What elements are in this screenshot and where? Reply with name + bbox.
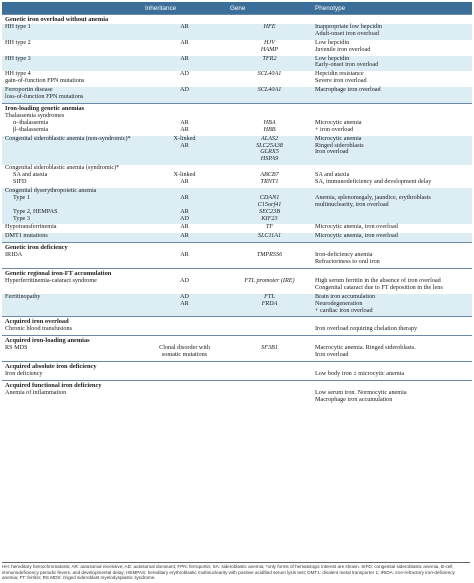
phenotype-cell-line: Ringed sideroblasts xyxy=(315,141,364,149)
table-footnote: HH: hereditary hemochromatosis; AR: autosomal recessive; AD: autosomal dominant; FPN: ferroportin; SA: sideroblastic anemia; *only forms of hematologic interest are shown. SIFD: congenital sideroblastic anemia, B-cell immunodeficiency periodic fevers, and developmental delay; HEMPAS: hereditary erythroblastic multinuclearity with positive acidified serum lysis test; DMT1: divalent metal transporter 1; IRIDA: iron-refractory iron-deficiency anemia; FT: ferritin; RS MDS: ringed sideroblast myelodysplastic syndrome. xyxy=(2,562,470,581)
phenotype-cell-line: Iron overload requiring chelation therapy xyxy=(315,325,418,333)
condition-cell-line: SIFD xyxy=(13,178,27,186)
section-header-row xyxy=(2,15,472,24)
phenotype-cell-line: Low hepcidin xyxy=(315,38,350,46)
phenotype-cell-line: Iron overload xyxy=(315,148,349,156)
phenotype-cell xyxy=(312,390,472,406)
gene-cell-line: C15orf41 xyxy=(257,200,282,208)
inheritance-cell-line: AR xyxy=(180,141,189,149)
table-body xyxy=(2,15,472,406)
gene-cell-line: ALAS2 xyxy=(260,134,279,142)
section-title: Acquired iron overload xyxy=(2,317,472,326)
gene-cell xyxy=(227,371,312,380)
gene-cell-line: TMPRSS6 xyxy=(256,251,283,259)
inheritance-cell-line: X-linked xyxy=(173,171,196,179)
inheritance-cell xyxy=(142,188,227,225)
phenotype-cell xyxy=(312,113,472,136)
phenotype-cell xyxy=(312,278,472,294)
iron-disorders-table xyxy=(2,2,472,406)
inheritance-cell xyxy=(142,278,227,294)
condition-cell-line: Congenital sideroblastic anemia (syndromic)* xyxy=(5,164,120,172)
condition-cell-line: Ferroportin disease xyxy=(5,86,53,94)
gene-cell xyxy=(227,56,312,72)
inheritance-cell-line: AD xyxy=(180,292,189,300)
phenotype-cell-line: Iron-deficiency anemia xyxy=(315,251,373,259)
phenotype-cell-line: Refractoriness to oral iron xyxy=(315,258,380,266)
gene-cell-line: TF xyxy=(265,223,274,231)
condition-cell-line: β–thalassemia xyxy=(13,125,49,133)
section-header-row xyxy=(2,243,472,252)
phenotype-cell-line: Hepcidin resistance xyxy=(315,70,364,78)
header-inheritance: Inheritance xyxy=(142,2,227,15)
phenotype-cell-line: Microcytic anemia xyxy=(315,134,362,142)
phenotype-cell-line: High serum ferritin in the absence of iron overload xyxy=(315,276,441,284)
inheritance-cell-line xyxy=(145,326,224,333)
phenotype-cell xyxy=(312,24,472,40)
phenotype-cell-line: Microcytic anemia, iron overload xyxy=(315,223,398,231)
table-row xyxy=(2,233,472,242)
gene-cell xyxy=(227,165,312,188)
gene-cell-line: HBB xyxy=(263,125,276,133)
inheritance-cell-line: AD xyxy=(180,276,189,284)
condition-cell-line: Type 2, HEMPAS xyxy=(13,207,58,215)
inheritance-cell xyxy=(142,252,227,268)
condition-cell-line: Type 3 xyxy=(13,214,30,222)
gene-cell-line: HFE xyxy=(263,22,276,30)
inheritance-cell-line: Clonal disorder with xyxy=(159,344,210,352)
condition-cell-line: Anemia of inflammation xyxy=(5,388,67,396)
gene-cell-line: KIF23 xyxy=(261,214,278,222)
section-title: Acquired iron-loading anemias xyxy=(2,336,472,345)
section-header-row xyxy=(2,103,472,112)
condition-cell xyxy=(2,233,142,242)
condition-cell-line: HH type 1 xyxy=(5,22,31,30)
gene-cell-line: SCL40A1 xyxy=(257,86,282,94)
gene-cell-line: SLC11A1 xyxy=(257,232,282,240)
condition-cell xyxy=(2,56,142,72)
phenotype-cell xyxy=(312,136,472,166)
phenotype-cell xyxy=(312,345,472,361)
phenotype-cell-line: Brain iron accumulation xyxy=(315,292,376,300)
gene-cell-line: HSPA9 xyxy=(260,155,279,163)
condition-cell-line: RS MDS xyxy=(5,344,28,352)
table-row xyxy=(2,294,472,317)
inheritance-cell xyxy=(142,326,227,335)
gene-cell xyxy=(227,113,312,136)
inheritance-cell-line: AR xyxy=(180,299,189,307)
gene-cell-line xyxy=(230,390,309,397)
gene-cell-line: ABCB7 xyxy=(260,171,279,179)
phenotype-cell-line: Macrophage iron accumulation xyxy=(315,395,393,403)
gene-cell xyxy=(227,390,312,406)
gene-cell-line: CDAN1 xyxy=(259,193,280,201)
gene-cell-line: FRDA xyxy=(261,299,278,307)
section-title: Genetic iron deficiency xyxy=(2,243,472,252)
phenotype-cell-line: Low body iron ± microcytic anemia xyxy=(315,369,405,377)
inheritance-cell xyxy=(142,40,227,56)
condition-cell xyxy=(2,113,142,136)
phenotype-cell-line: + iron overload xyxy=(315,125,354,133)
inheritance-cell xyxy=(142,165,227,188)
inheritance-cell xyxy=(142,56,227,72)
inheritance-cell-line: AR xyxy=(180,223,189,231)
phenotype-cell-line: + cardiac iron overload xyxy=(315,306,373,314)
table-row xyxy=(2,278,472,294)
condition-cell-line: HH type 2 xyxy=(5,38,31,46)
inheritance-cell xyxy=(142,71,227,87)
gene-cell-line: SF3B1 xyxy=(261,344,278,352)
table-row xyxy=(2,390,472,406)
table-row xyxy=(2,252,472,268)
table-row xyxy=(2,87,472,103)
phenotype-cell xyxy=(312,56,472,72)
phenotype-cell-line: Severe iron overload xyxy=(315,77,367,85)
condition-cell xyxy=(2,294,142,317)
condition-cell xyxy=(2,390,142,406)
condition-cell-line: gain-of-function FPN mutations xyxy=(5,77,85,85)
inheritance-cell-line: AD xyxy=(180,86,189,94)
table-row xyxy=(2,71,472,87)
condition-cell-line: Hyperferritinemia-cataract syndrome xyxy=(5,276,97,284)
inheritance-cell-line: X-linked xyxy=(173,134,196,142)
condition-cell-line: DMT1 mutations xyxy=(5,232,48,240)
table-row xyxy=(2,188,472,225)
phenotype-cell-line: multinuclearity, iron overload xyxy=(315,200,389,208)
inheritance-cell xyxy=(142,233,227,242)
gene-cell-line: SCL40A1 xyxy=(257,70,282,78)
condition-cell-line: Chronic blood transfusions xyxy=(5,325,73,333)
section-title: Genetic iron overload without anemia xyxy=(2,15,472,24)
header-phenotype: Phenotype xyxy=(312,2,472,15)
inheritance-cell-line: AR xyxy=(180,22,189,30)
condition-cell-line: loss-of-function FPN mutations xyxy=(5,93,84,101)
phenotype-cell xyxy=(312,71,472,87)
inheritance-cell-line: somatic mutations xyxy=(161,351,208,359)
phenotype-cell xyxy=(312,87,472,103)
gene-cell-line: FTL promoter (IRE) xyxy=(244,276,295,284)
inheritance-cell-line: AR xyxy=(180,125,189,133)
condition-cell xyxy=(2,278,142,294)
phenotype-cell-line: Juvenile iron overload xyxy=(315,45,371,53)
condition-cell-line: Congenital dyserythropoietic anemia xyxy=(5,186,97,194)
section-title: Genetic regional iron-FT accumulation xyxy=(2,269,472,278)
condition-cell xyxy=(2,71,142,87)
gene-cell xyxy=(227,233,312,242)
inheritance-cell-line: AD xyxy=(180,214,189,222)
table-row xyxy=(2,371,472,380)
condition-cell xyxy=(2,252,142,268)
gene-cell-line: SEC23B xyxy=(259,207,280,215)
condition-cell-line: Type 1 xyxy=(13,193,30,201)
phenotype-cell-line: SA, immunodeficiency and development delay xyxy=(315,178,432,186)
phenotype-cell-line: Low hepcidin xyxy=(315,54,350,62)
condition-cell-line: Thalassemia syndromes xyxy=(5,111,65,119)
condition-cell-line: Ferritinopathy xyxy=(5,292,41,300)
inheritance-cell xyxy=(142,371,227,380)
phenotype-cell-line: Anemia, splenomegaly, jaundice, erythroblasts xyxy=(315,193,431,201)
gene-cell-line: GLRX5 xyxy=(260,148,279,156)
phenotype-cell-line: Inappropriate low hepcidin xyxy=(315,22,383,30)
phenotype-cell xyxy=(312,40,472,56)
table-row xyxy=(2,326,472,335)
inheritance-cell-line: AD xyxy=(180,70,189,78)
condition-cell xyxy=(2,24,142,40)
inheritance-cell-line: AR xyxy=(180,118,189,126)
inheritance-cell xyxy=(142,294,227,317)
inheritance-cell-line: AR xyxy=(180,251,189,259)
condition-cell xyxy=(2,326,142,335)
condition-cell xyxy=(2,87,142,103)
section-title: Acquired functional iron deficiency xyxy=(2,380,472,389)
inheritance-cell-line xyxy=(145,390,224,397)
condition-cell xyxy=(2,40,142,56)
gene-cell xyxy=(227,326,312,335)
inheritance-cell xyxy=(142,345,227,361)
phenotype-cell xyxy=(312,233,472,242)
inheritance-cell xyxy=(142,390,227,406)
phenotype-cell xyxy=(312,371,472,380)
inheritance-cell-line: AR xyxy=(180,193,189,201)
header-gene: Gene xyxy=(227,2,312,15)
inheritance-cell xyxy=(142,24,227,40)
condition-cell xyxy=(2,165,142,188)
section-title: Acquired absolute iron deficiency xyxy=(2,361,472,370)
inheritance-cell-line: AR xyxy=(180,207,189,215)
section-title: Iron-loading genetic anemias xyxy=(2,103,472,112)
phenotype-cell xyxy=(312,188,472,225)
table-row xyxy=(2,56,472,72)
inheritance-cell xyxy=(142,87,227,103)
phenotype-cell-line: Microcytic anemia xyxy=(315,118,362,126)
inheritance-cell xyxy=(142,136,227,166)
condition-cell-line: HH type 3 xyxy=(5,54,31,62)
phenotype-cell-line: Early-onset iron overload xyxy=(315,61,379,69)
condition-cell xyxy=(2,136,142,166)
gene-cell-line: SLC25A38 xyxy=(256,141,283,149)
table-row xyxy=(2,136,472,166)
condition-cell-line: α–thalassemia xyxy=(13,118,49,126)
table-header-row xyxy=(2,2,472,15)
gene-cell xyxy=(227,278,312,294)
gene-cell xyxy=(227,24,312,40)
phenotype-cell-line: Macrocytic anemia. Ringed sideroblasts. xyxy=(315,344,416,352)
table-row xyxy=(2,40,472,56)
gene-cell-line: FTL xyxy=(264,292,275,300)
gene-cell xyxy=(227,71,312,87)
phenotype-cell xyxy=(312,165,472,188)
gene-cell-line: HAMP xyxy=(260,45,279,53)
condition-cell-line: HH type 4 xyxy=(5,70,31,78)
inheritance-cell-line xyxy=(145,371,224,378)
table-row xyxy=(2,113,472,136)
header-condition xyxy=(2,2,142,15)
condition-cell xyxy=(2,188,142,225)
condition-cell-line: SA and ataxia xyxy=(13,171,48,179)
condition-cell xyxy=(2,345,142,361)
gene-cell xyxy=(227,345,312,361)
inheritance-cell-line: AR xyxy=(180,232,189,240)
inheritance-cell-line: AR xyxy=(180,38,189,46)
phenotype-cell xyxy=(312,294,472,317)
phenotype-cell-line: Macrophage iron overload xyxy=(315,86,381,94)
phenotype-cell-line: SA and ataxia xyxy=(315,171,350,179)
gene-cell xyxy=(227,87,312,103)
table-row xyxy=(2,165,472,188)
table-row xyxy=(2,24,472,40)
condition-cell-line: IRIDA xyxy=(5,251,23,259)
condition-cell-line: Congenital sideroblastic anemia (non-syndromic)* xyxy=(5,134,131,142)
table-row xyxy=(2,224,472,233)
gene-cell xyxy=(227,40,312,56)
classification-table xyxy=(2,2,472,406)
gene-cell xyxy=(227,136,312,166)
gene-cell xyxy=(227,188,312,225)
gene-cell xyxy=(227,252,312,268)
gene-cell-line: TFR2 xyxy=(262,54,277,62)
table-row xyxy=(2,345,472,361)
condition-cell xyxy=(2,371,142,380)
gene-cell-line: HBA xyxy=(263,118,276,126)
phenotype-cell-line: Congenital cataract due to FT deposition in the lens xyxy=(315,283,443,291)
condition-cell-line: Iron deficiency xyxy=(5,369,43,377)
gene-cell-line xyxy=(230,326,309,333)
inheritance-cell-line: AR xyxy=(180,178,189,186)
phenotype-cell-line: Low serum iron. Normocytic anemia xyxy=(315,388,407,396)
phenotype-cell-line: Neurodegeneration xyxy=(315,299,363,307)
phenotype-cell xyxy=(312,326,472,335)
phenotype-cell-line: Microcytic anemia, iron overload xyxy=(315,232,398,240)
phenotype-cell xyxy=(312,252,472,268)
inheritance-cell xyxy=(142,113,227,136)
gene-cell-line: HJV xyxy=(264,38,275,46)
gene-cell xyxy=(227,294,312,317)
inheritance-cell-line: AR xyxy=(180,54,189,62)
gene-cell-line xyxy=(230,371,309,378)
phenotype-cell-line: Iron overload xyxy=(315,351,349,359)
condition-cell-line: Hypotransferrinemia xyxy=(5,223,57,231)
phenotype-cell-line: Adult-onset iron overload xyxy=(315,29,379,37)
gene-cell-line: TRNT1 xyxy=(260,178,279,186)
